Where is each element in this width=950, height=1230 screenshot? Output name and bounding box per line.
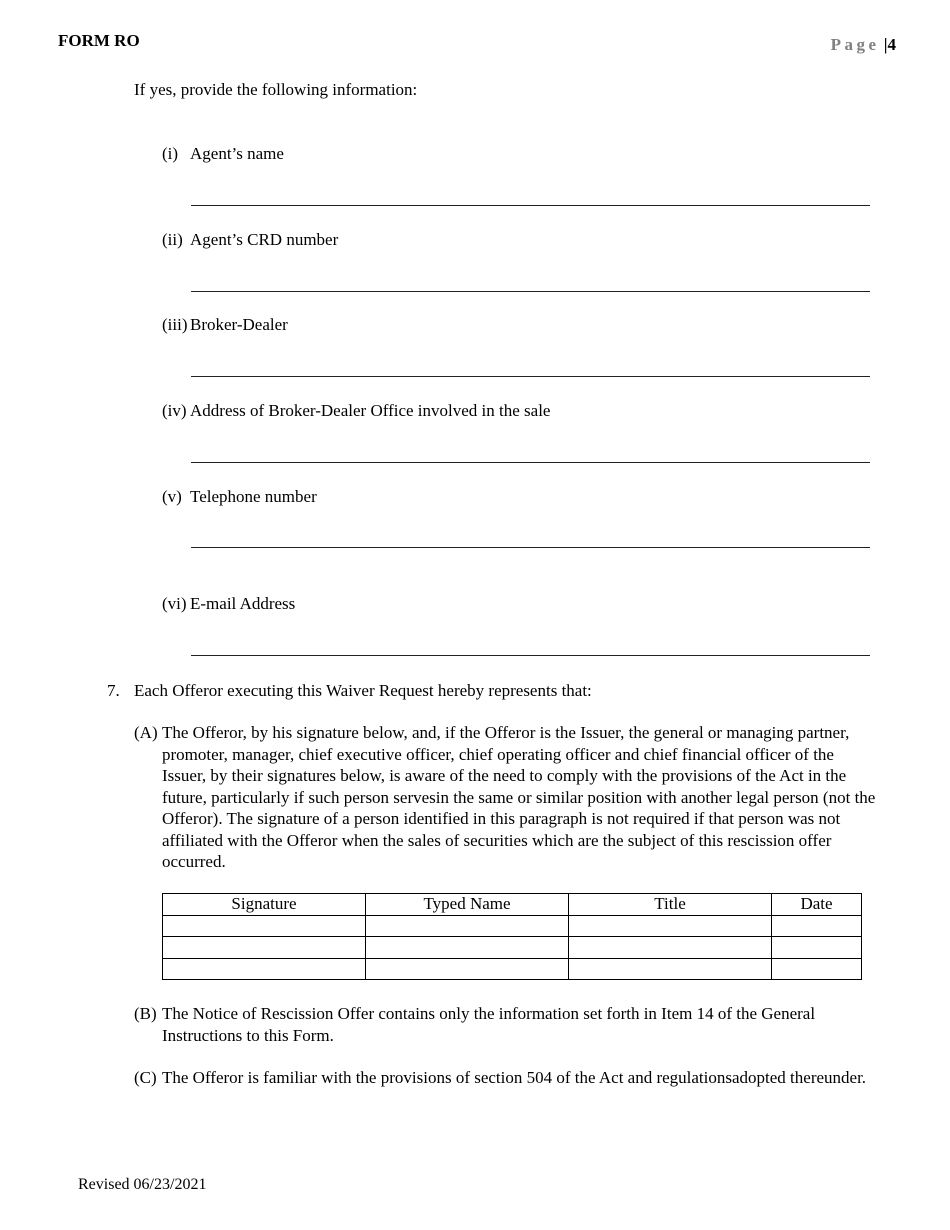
revision-date: Revised 06/23/2021	[78, 1176, 207, 1193]
page-separator: |	[883, 35, 888, 54]
agent-crd-field[interactable]	[191, 291, 870, 292]
item-number: (v)	[162, 487, 182, 506]
signature-cell[interactable]	[163, 937, 366, 959]
signature-table	[162, 893, 862, 980]
paragraph-text: The Offeror is familiar with the provisions of section 504 of the Act and regulationsadopted thereunder.	[162, 1068, 867, 1087]
section-7-text: Each Offeror executing this Waiver Request hereby represents that:	[134, 681, 592, 700]
intro-text: If yes, provide the following information:	[134, 80, 418, 99]
item-label: Agent’s name	[190, 144, 284, 163]
table-row	[163, 915, 862, 937]
email-field[interactable]	[191, 655, 870, 656]
table-header-row	[163, 894, 862, 916]
date-cell[interactable]	[772, 915, 862, 937]
item-agent-crd	[162, 229, 338, 251]
page-number-value: 4	[887, 35, 896, 54]
title-cell[interactable]	[569, 915, 772, 937]
column-header-typed-name: Typed Name	[366, 894, 569, 916]
item-number: (i)	[162, 144, 179, 163]
telephone-field[interactable]	[191, 547, 870, 548]
item-agent-name	[162, 143, 284, 165]
typed-name-cell[interactable]	[366, 937, 569, 959]
paragraph-a	[134, 722, 879, 873]
item-label: Broker-Dealer	[190, 315, 288, 334]
column-header-signature: Signature	[163, 894, 366, 916]
broker-address-field[interactable]	[191, 462, 870, 463]
table-row	[163, 958, 862, 980]
date-cell[interactable]	[772, 937, 862, 959]
item-number: (iv)	[162, 401, 187, 420]
item-number: (iii)	[162, 315, 188, 334]
item-label: Agent’s CRD number	[190, 230, 339, 249]
item-number: (ii)	[162, 230, 183, 249]
item-number: (vi)	[162, 594, 187, 613]
broker-dealer-field[interactable]	[191, 376, 870, 377]
paragraph-letter: (A)	[134, 723, 158, 742]
paragraph-letter: (B)	[134, 1004, 157, 1023]
item-email	[162, 593, 295, 615]
typed-name-cell[interactable]	[366, 915, 569, 937]
title-cell[interactable]	[569, 937, 772, 959]
paragraph-b	[134, 1003, 879, 1046]
section-7-number: 7.	[107, 681, 120, 700]
page-label: Page	[830, 35, 880, 54]
item-broker-dealer	[162, 314, 288, 336]
agent-name-field[interactable]	[191, 205, 870, 206]
item-broker-address	[162, 400, 550, 422]
paragraph-text: The Notice of Rescission Offer contains only the information set forth in Item 14 of the General Instructions to this Form.	[162, 1004, 816, 1045]
date-cell[interactable]	[772, 958, 862, 980]
table-row	[163, 937, 862, 959]
paragraph-text: The Offeror, by his signature below, and, if the Offeror is the Issuer, the general or managing partner, promoter, manager, chief executive officer, chief operating officer and chief financial officer of the Issuer, by their signatures below, is aware of the need to comply with the provisions of the Act in the future, particularly if such person servesin the same or similar position with another legal person (not the Offeror). The signature of a person identified in this paragraph is not required if that person was not affiliated with the Offeror when the sales of securities which are the subject of this rescission offer occurred.	[162, 723, 876, 871]
signature-cell[interactable]	[163, 915, 366, 937]
page-number	[831, 34, 896, 56]
form-title: FORM RO	[58, 31, 140, 50]
paragraph-c	[134, 1067, 879, 1089]
item-label: E-mail Address	[190, 594, 296, 613]
typed-name-cell[interactable]	[366, 958, 569, 980]
paragraph-letter: (C)	[134, 1068, 157, 1087]
item-label: Telephone number	[190, 487, 317, 506]
signature-cell[interactable]	[163, 958, 366, 980]
item-telephone	[162, 486, 317, 508]
column-header-title: Title	[569, 894, 772, 916]
column-header-date: Date	[772, 894, 862, 916]
title-cell[interactable]	[569, 958, 772, 980]
item-label: Address of Broker-Dealer Office involved in the sale	[190, 401, 551, 420]
